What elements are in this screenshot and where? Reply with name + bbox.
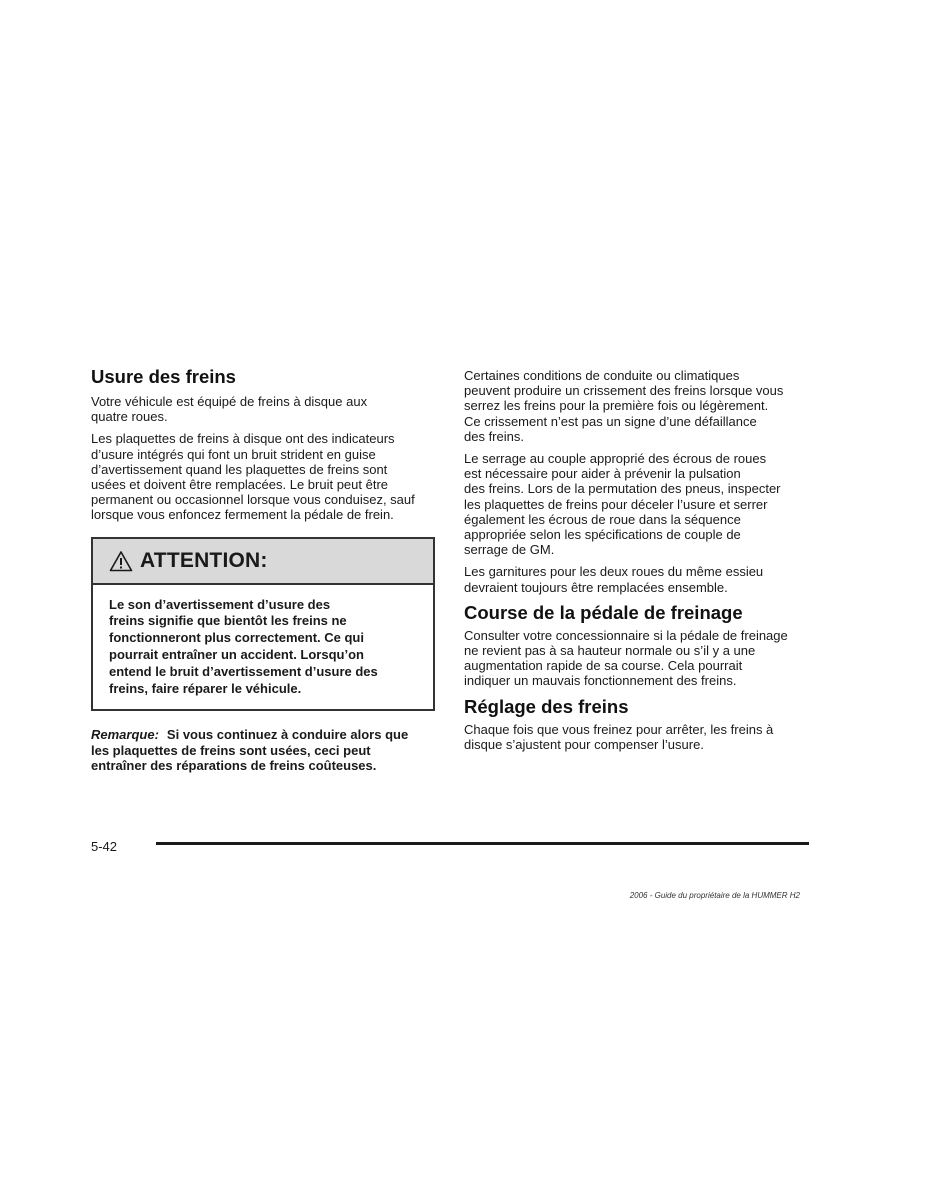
- page-number: 5-42: [91, 839, 118, 854]
- footer-caption: 2006 - Guide du propriétaire de la HUMMER H2: [629, 891, 800, 900]
- paragraph: Les plaquettes de freins à disque ont des indicateurs d’usure intégrés qui font un bruit strident en guise d’avertissement quand les plaquettes de freins sont usées et doivent être remplacées. Le bruit peut être permanent ou occasionnel lorsque vous conduisez, sauf lorsque vous enfoncez fermement la pédale de frein.: [91, 431, 415, 523]
- attention-header: [93, 539, 433, 585]
- right-column: [464, 368, 814, 759]
- warning-triangle-icon: [109, 550, 133, 572]
- section-heading-brake-wear: Usure des freins: [91, 366, 236, 387]
- paragraph: Votre véhicule est équipé de freins à disque aux quatre roues.: [91, 394, 368, 425]
- attention-title: ATTENTION:: [140, 549, 268, 573]
- paragraph: Certaines conditions de conduite ou climatiques peuvent produire un crissement des freins lorsque vous serrez les freins pour la première fois ou légèrement. Ce crissement n’est pas un signe d’une défaillance des freins.: [464, 368, 784, 444]
- section-heading-brake-adjustment: Réglage des freins: [464, 695, 629, 717]
- paragraph: Le serrage au couple approprié des écrous de roues est nécessaire pour aider à prévenir la pulsation des freins. Lors de la permutation des pneus, inspecter les plaquettes de freins pour déceler l’usure et serrer également les écrous de roue dans la séquence appropriée selon les spécifications de couple de serrage de GM.: [464, 451, 781, 558]
- section-heading-pedal-travel: Course de la pédale de freinage: [464, 601, 743, 623]
- remark-label: Remarque:: [91, 727, 159, 743]
- paragraph: Chaque fois que vous freinez pour arrêter, les freins à disque s’ajustent pour compenser l’usure.: [464, 721, 774, 752]
- remark-note: [91, 727, 437, 773]
- remark-text: Si vous continuez à conduire alors que les plaquettes de freins sont usées, ceci peut entraîner des réparations de freins coûteuses.: [91, 727, 409, 773]
- attention-body: Le son d’avertissement d’usure des freins signifie que bientôt les freins ne fonctionneront plus correctement. Ce qui pourrait entraîner un accident. Lorsqu’on entend le bruit d’avertissement d’usure des freins, faire réparer le véhicule.: [109, 596, 378, 696]
- paragraph: Consulter votre concessionnaire si la pédale de freinage ne revient pas à sa hauteur normale ou s’il y a une augmentation rapide de sa course. Cela pourrait indiquer un mauvais fonctionnement des freins.: [464, 627, 788, 689]
- footer-rule: [156, 842, 809, 845]
- attention-box: [91, 537, 435, 712]
- left-column: [91, 366, 437, 773]
- paragraph: Les garnitures pour les deux roues du même essieu devraient toujours être remplacées ensemble.: [464, 564, 764, 595]
